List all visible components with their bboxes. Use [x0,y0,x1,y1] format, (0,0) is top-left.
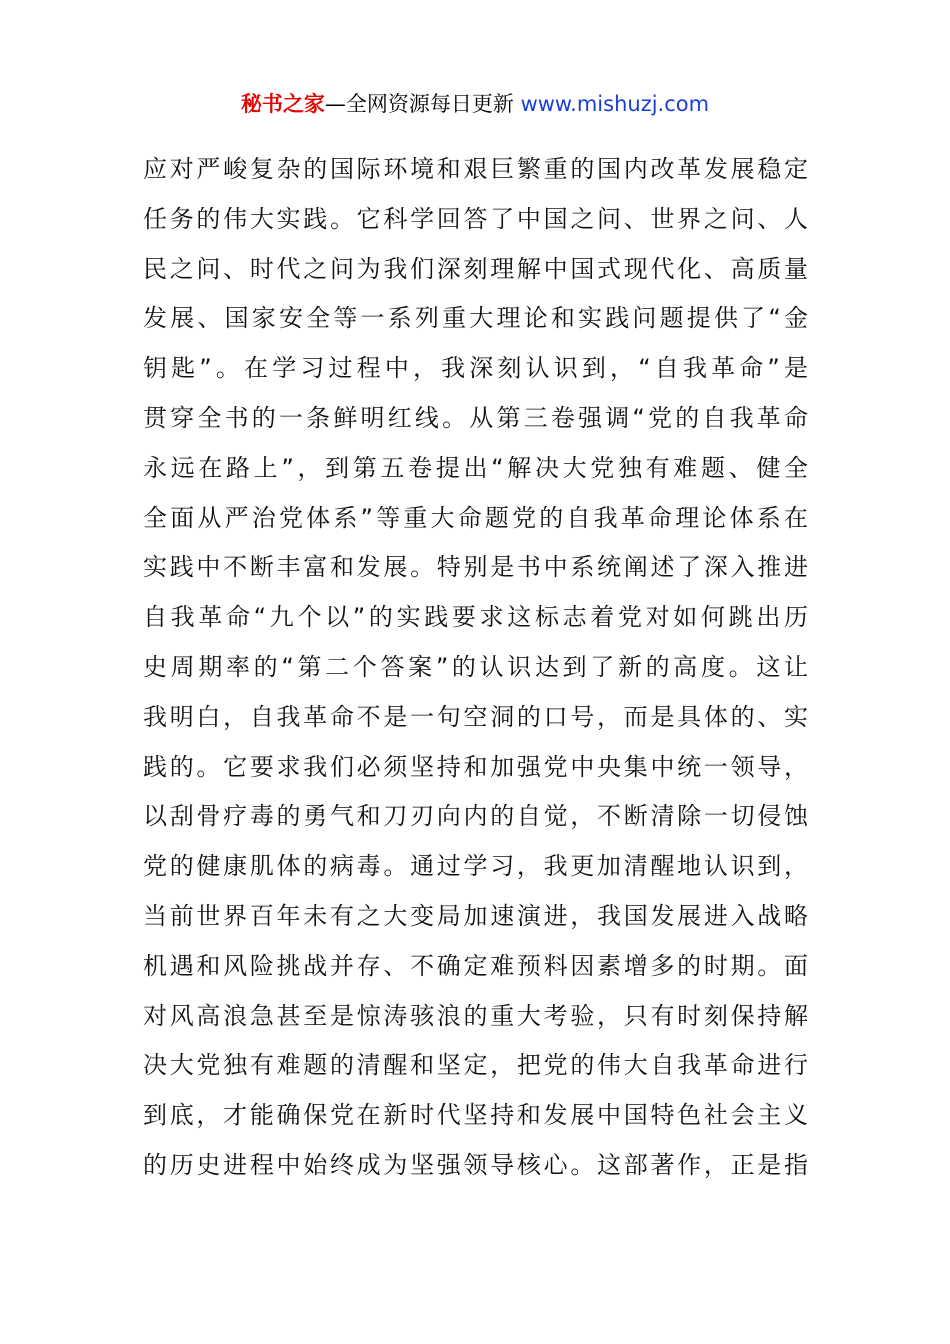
header-tagline: —全网资源每日更新 [324,92,521,116]
text-line: 永远在路上”，到第五卷提出“解决大党独有难题、健全 [143,453,808,482]
text-line: 钥匙”。在学习过程中，我深刻认识到，“自我革命”是 [143,354,808,383]
text-line: 我明白，自我革命不是一句空洞的口号，而是具体的、实 [143,702,808,731]
text-line: 到底，才能确保党在新时代坚持和发展中国特色社会主义 [143,1101,808,1130]
text-line: 应对严峻复杂的国际环境和艰巨繁重的国内改革发展稳定 [143,155,808,183]
brand-name: 秘书之家 [240,92,325,116]
text-line: 党的健康肌体的病毒。通过学习，我更加清醒地认识到， [143,852,808,881]
text-line: 史周期率的“第二个答案”的认识达到了新的高度。这让 [143,652,808,681]
text-line: 对风高浪急甚至是惊涛骇浪的重大考验，只有时刻保持解 [143,1001,808,1030]
text-line: 的历史进程中始终成为坚强领导核心。这部著作，正是指 [143,1150,808,1179]
text-line: 全面从严治党体系”等重大命题党的自我革命理论体系在 [143,503,808,532]
text-line: 践的。它要求我们必须坚持和加强党中央集中统一领导， [143,752,808,781]
page-header [0,88,950,120]
text-line: 机遇和风险挑战并存、不确定难预料因素增多的时期。面 [143,951,808,980]
text-line: 当前世界百年未有之大变局加速演进，我国发展进入战略 [143,901,808,930]
website-link[interactable]: www.mishuzj.com [520,92,710,116]
text-line: 实践中不断丰富和发展。特别是书中系统阐述了深入推进 [143,553,808,582]
text-line: 决大党独有难题的清醒和坚定，把党的伟大自我革命进行 [143,1051,808,1080]
text-line: 任务的伟大实践。它科学回答了中国之问、世界之问、人 [143,204,808,233]
text-line: 贯穿全书的一条鲜明红线。从第三卷强调“党的自我革命 [143,403,808,432]
text-line: 民之问、时代之问为我们深刻理解中国式现代化、高质量 [143,254,808,283]
text-line: 发展、国家安全等一系列重大理论和实践问题提供了“金 [143,304,808,333]
body-text [143,145,808,1191]
text-line: 自我革命“九个以”的实践要求这标志着党对如何跳出历 [143,603,808,632]
text-line: 以刮骨疗毒的勇气和刀刃向内的自觉，不断清除一切侵蚀 [143,802,808,831]
